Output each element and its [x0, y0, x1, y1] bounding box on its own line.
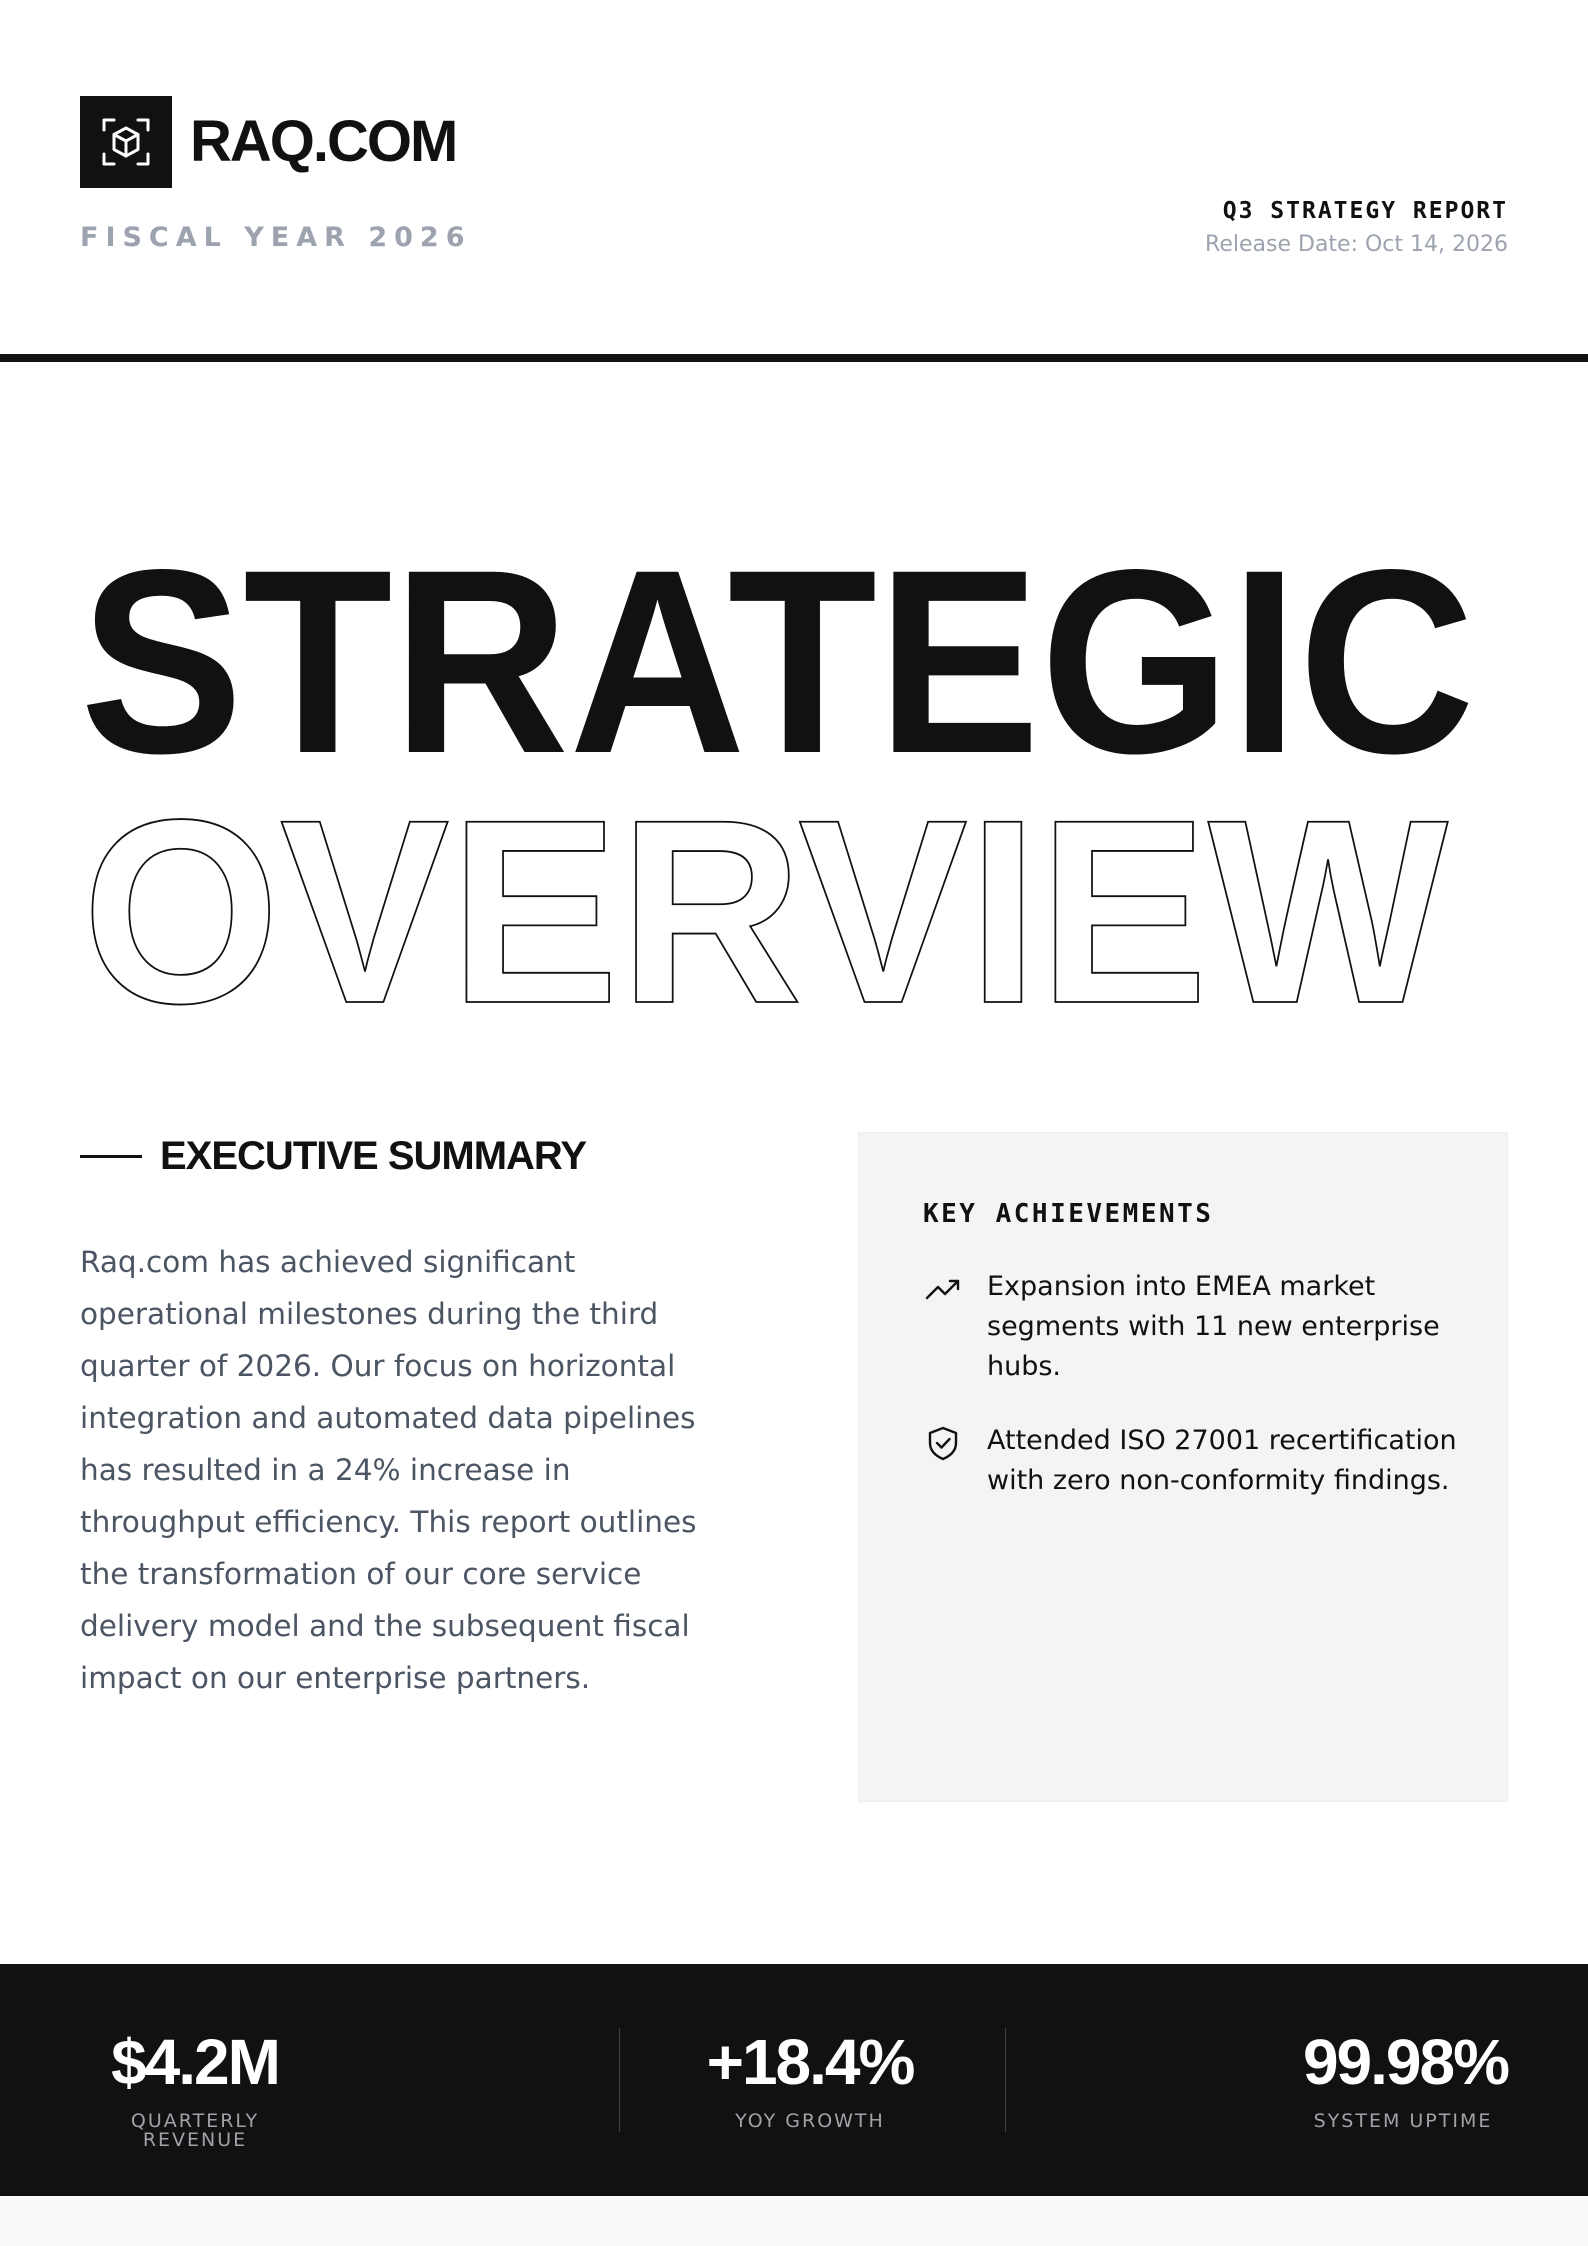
executive-summary-title: EXECUTIVE SUMMARY [160, 1134, 587, 1178]
brand-logo [80, 96, 456, 188]
achievement-text: Expansion into EMEA market segments with 11 new enterprise hubs. [987, 1271, 1440, 1382]
release-date: Release Date: Oct 14, 2026 [1205, 231, 1508, 257]
stat-yoy-growth [690, 2026, 930, 2132]
stat-value: 99.98% [1302, 2026, 1508, 2098]
achievement-item [923, 1421, 1463, 1501]
stat-value: $4.2M [111, 2026, 279, 2098]
shield-check-icon [923, 1423, 963, 1463]
key-achievements-title: KEY ACHIEVEMENTS [923, 1199, 1214, 1229]
stat-label: YOY GROWTH [735, 2110, 885, 2132]
hero-title [0, 520, 1588, 1020]
stat-system-uptime [1298, 2026, 1508, 2132]
stat-separator [619, 2028, 620, 2132]
brand-name: RAQ.COM [190, 109, 457, 174]
achievement-item [923, 1267, 1463, 1387]
stat-quarterly-revenue [80, 2026, 310, 2151]
fiscal-year-label: FISCAL YEAR 2026 [80, 222, 472, 253]
achievement-text: Attended ISO 27001 recertification with zero non-conformity findings. [987, 1425, 1457, 1496]
report-meta [1205, 198, 1508, 258]
hero-title-line1: STRATEGIC [80, 520, 1475, 808]
stat-label: QUARTERLY REVENUE [130, 2110, 260, 2151]
hero-title-line2: OVERVIEW [82, 765, 1451, 1020]
key-achievements-card [858, 1132, 1508, 1802]
stat-value: +18.4% [706, 2026, 914, 2098]
header-divider [0, 354, 1588, 362]
report-title: Q3 STRATEGY REPORT [1222, 198, 1508, 224]
stat-separator [1005, 2028, 1006, 2132]
stats-bar [0, 1964, 1588, 2196]
executive-summary-heading [80, 1136, 586, 1176]
heading-rule [80, 1155, 142, 1158]
cube-scan-icon [80, 96, 172, 188]
trending-up-icon [923, 1269, 963, 1309]
executive-summary-body: Raq.com has achieved significant operational milestones during the third quarter of 2026. Our focus on horizontal integration and automated data pipelines has resulted in a 24% increase in throughput efficiency. This report outlines the transformation of our core service delivery model and the subsequent fiscal impact on our enterprise partners. [80, 1245, 697, 1695]
stat-label: SYSTEM UPTIME [1313, 2110, 1493, 2132]
